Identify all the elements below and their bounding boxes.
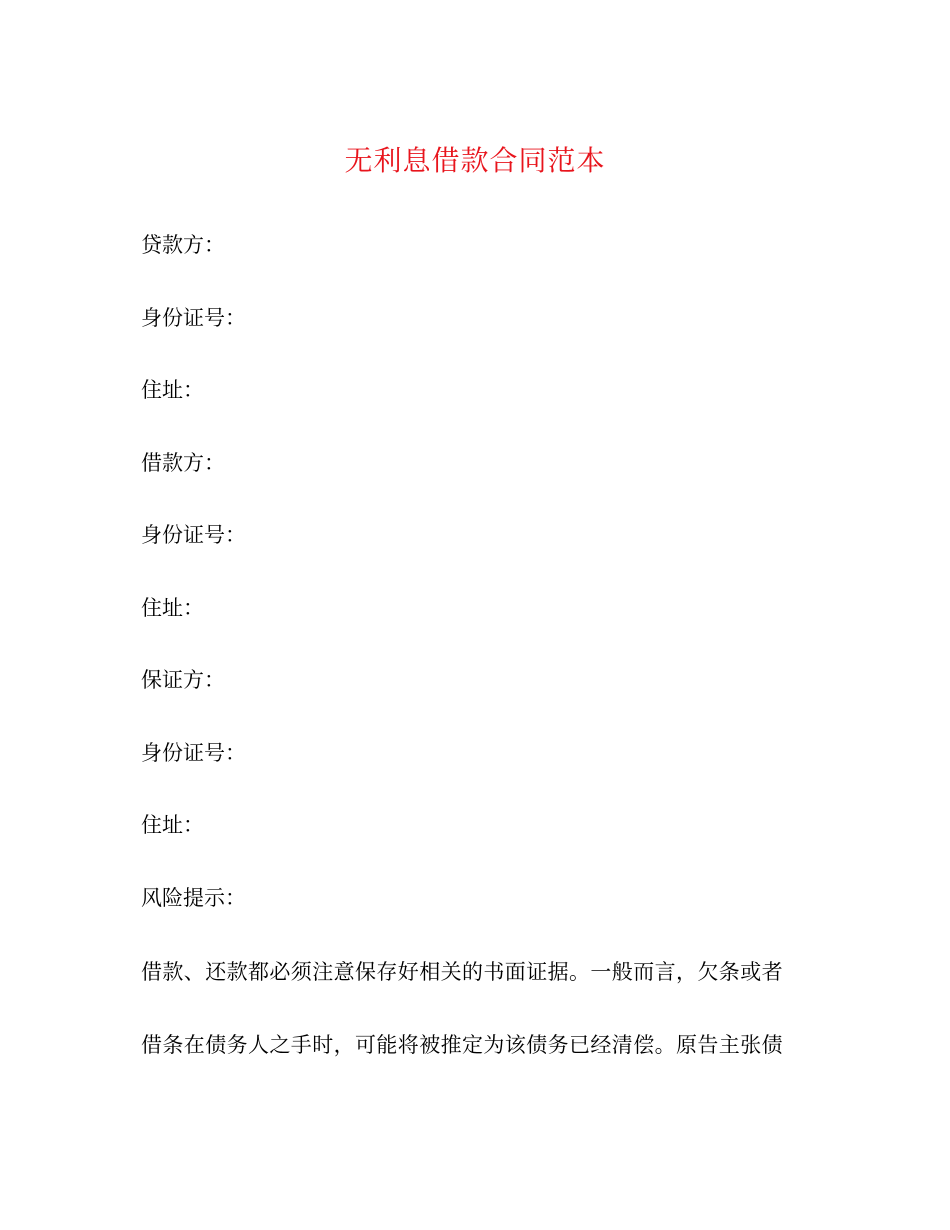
body-text-line: 借条在债务人之手时，可能将被推定为该债务已经清偿。原告主张债: [141, 1032, 783, 1057]
field-borrower-address: 住址：: [141, 595, 204, 620]
field-risk-notice: 风险提示：: [141, 885, 246, 910]
risk-notice-body: [141, 954, 801, 1099]
field-lender: 贷款方：: [141, 233, 225, 257]
body-text-line: 借款、还款都必须注意保存好相关的书面证据。一般而言，欠条或者: [141, 960, 783, 984]
document-title: 无利息借款合同范本: [344, 144, 606, 177]
field-lender-address: 住址：: [141, 378, 204, 402]
field-guarantor: 保证方：: [141, 668, 225, 692]
field-borrower: 借款方：: [141, 450, 225, 475]
field-guarantor-address: 住址：: [141, 813, 204, 837]
party-field-list: [141, 227, 246, 952]
field-guarantor-id-number: 身份证号：: [141, 740, 246, 765]
field-lender-id-number: 身份证号：: [141, 305, 246, 330]
field-borrower-id-number: 身份证号：: [141, 523, 246, 547]
